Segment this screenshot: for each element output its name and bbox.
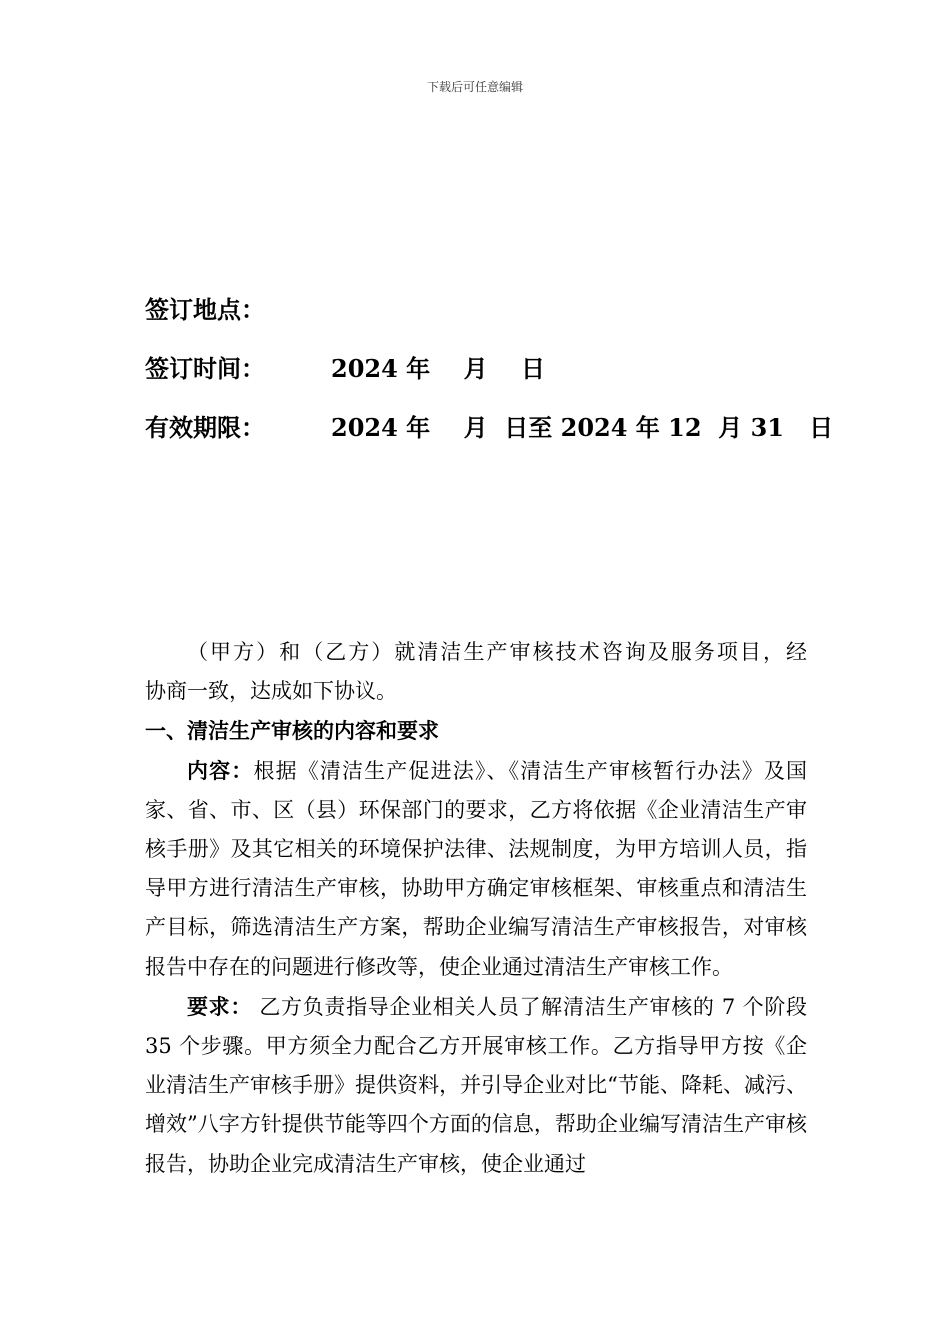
signing-time-label: 签订时间： [145, 354, 265, 383]
requirement-text: 乙方负责指导企业相关人员了解清洁生产审核的 7 个阶段 35 个步骤。甲方须全力配合乙方开展审核工作。乙方指导甲方按《企业清洁生产审核手册》提供资料，并引导企业对比“节能、降耗、减污、增效”八字方针提供节能等四个方面的信息，帮助企业编写清洁生产审核报告，协助企业完成清洁生产审核，使企业通过 [145, 994, 807, 1176]
requirement-paragraph [145, 987, 807, 1184]
content-paragraph [145, 751, 807, 987]
content-label: 内容： [187, 757, 254, 783]
signing-time-value: 2024 年 月 日 [331, 354, 545, 383]
intro-line-2: 协商一致，达成如下协议。 [145, 679, 397, 704]
signing-time-row [145, 349, 545, 384]
section-1-heading: 一、清洁生产审核的内容和要求 [145, 718, 439, 744]
validity-period-label: 有效期限： [145, 413, 265, 442]
intro-line-1: （甲方）和（乙方）就清洁生产审核技术咨询及服务项目，经 [187, 640, 807, 664]
validity-period-row [145, 408, 833, 443]
agreement-body [145, 633, 807, 1184]
requirement-label: 要求： [187, 993, 253, 1019]
content-text: 根据《清洁生产促进法》、《清洁生产审核暂行办法》及国家、省、市、区（县）环保部门的要求，乙方将依据《企业清洁生产审核手册》及其它相关的环境保护法律、法规制度，为甲方培训人员，指导甲方进行清洁生产审核，协助甲方确定审核框架、审核重点和清洁生产目标，筛选清洁生产方案，帮助企业编写清洁生产审核报告，对审核报告中存在的问题进行修改等，使企业通过清洁生产审核工作。 [145, 758, 808, 979]
validity-period-value: 2024 年 月 日至 2024 年 12 月 31 日 [331, 413, 834, 442]
page-header-note: 下载后可任意编辑 [426, 80, 523, 94]
signing-place-label: 签订地点： [145, 295, 265, 324]
signing-place-row [145, 290, 331, 325]
